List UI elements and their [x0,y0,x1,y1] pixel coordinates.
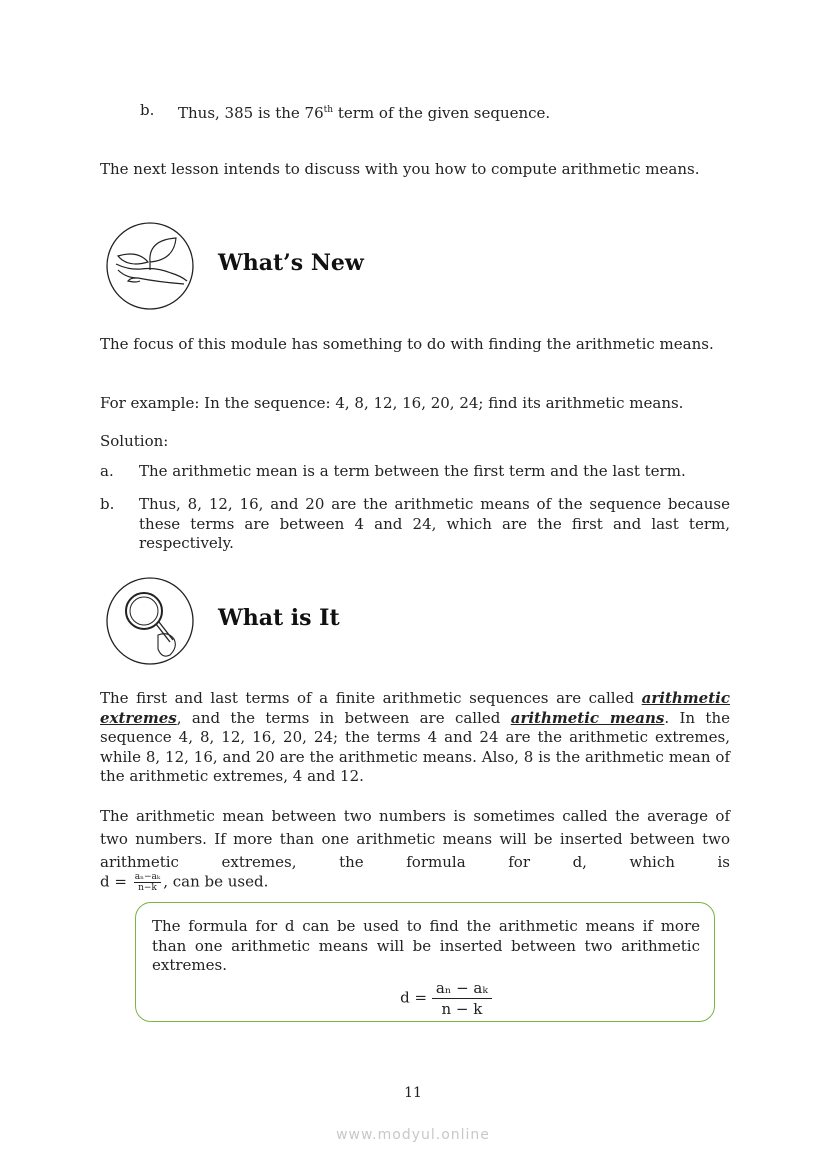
item-label: b. [140,101,155,119]
list-item [100,462,730,482]
solution-label: Solution: [100,432,169,450]
item-text: Thus, 385 is the 76 [178,104,324,122]
intro-paragraph: The next lesson intends to discuss with you how to compute arithmetic means. [100,160,700,178]
item-text: Thus, 8, 12, 16, and 20 are the arithmetic means of the sequence because these terms are between 4 and 24, which are the first and last term, respectively. [139,495,730,552]
paragraph: For example: In the sequence: 4, 8, 12, 16, 20, 24; find its arithmetic means. [100,394,684,412]
page-number: 11 [404,1085,422,1101]
watermark: www.modyul.online [336,1127,490,1143]
item-text: The arithmetic mean is a term between the first term and the last term. [139,462,686,480]
text: The first and last terms of a finite arithmetic sequences are called [100,689,642,707]
hand-with-plant-icon [106,222,194,310]
formula-lhs: d = [100,872,127,891]
magnifying-glass-icon [106,577,194,665]
term-arithmetic-means: arithmetic means [510,708,665,727]
item-text: term of the given sequence. [333,104,551,122]
formula-note-box [135,902,715,1022]
text: . In the sequence 4, 8, 12, 16, 20, 24; the terms 4 and 24 are the arithmetic extremes, while 8, 12, 16, and 20 are the arithmetic means. Also, 8 is the arithmetic mean of the arithmetic extremes, 4 and 12. [100,708,730,785]
superscript: th [323,105,334,115]
text: , and the terms in between are called [176,708,511,727]
fraction-numerator: aₙ−aₖ [134,872,161,882]
section-title: What’s New [218,250,364,276]
fraction-denominator: n−k [138,883,157,893]
paragraph: The focus of this module has something to do with finding the arithmetic means. [100,335,714,353]
formula-lhs: d = [400,988,428,1006]
note-text: The formula for d can be used to find the arithmetic means if more than one arithmetic means will be inserted between two arithmetic extremes. [152,917,700,974]
text: , can be used. [163,872,269,891]
paragraph: The arithmetic mean between two numbers is sometimes called the average of two numbers. If more than one arithmetic means will be inserted between two arithmetic extremes, the formula for d, which is [100,807,730,871]
fraction-denominator: n − k [441,999,483,1018]
item-label: b. [100,495,115,513]
item-label: a. [100,462,114,480]
fraction-numerator: aₙ − aₖ [432,978,492,999]
formula-line [100,872,730,893]
list-item [100,101,730,124]
paragraph [100,689,730,787]
term-arithmetic-extremes: arithmetic extremes [100,689,730,727]
list-item [100,495,730,554]
section-title: What is It [218,605,340,631]
